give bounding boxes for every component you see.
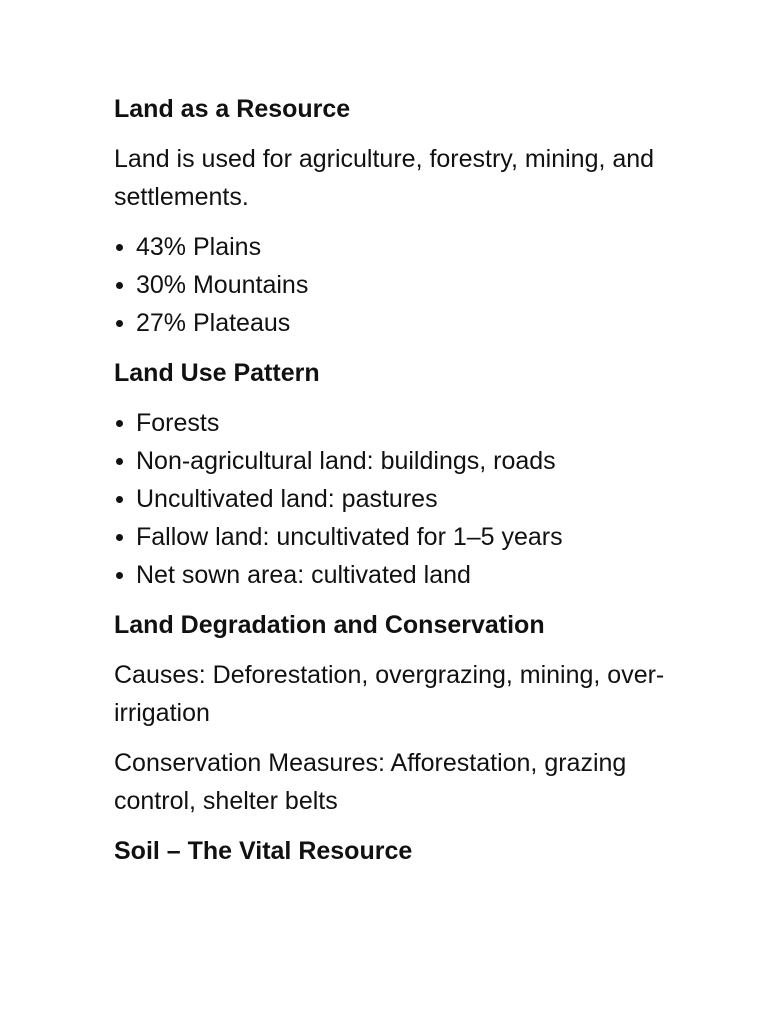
list-item: 43% Plains xyxy=(114,228,694,266)
list-item: Non-agricultural land: buildings, roads xyxy=(114,442,694,480)
document-page xyxy=(114,90,694,870)
section-paragraph-causes: Causes: Deforestation, overgrazing, mining, over-irrigation xyxy=(114,661,665,727)
section-paragraph-conservation-measures: Conservation Measures: Afforestation, grazing control, shelter belts xyxy=(114,749,627,815)
section-heading-soil: Soil – The Vital Resource xyxy=(114,837,413,865)
list-item: 27% Plateaus xyxy=(114,304,694,342)
section-heading-land-as-resource: Land as a Resource xyxy=(114,95,351,123)
list-item: Forests xyxy=(114,404,694,442)
list-item: 30% Mountains xyxy=(114,266,694,304)
section-heading-land-degradation: Land Degradation and Conservation xyxy=(114,611,545,639)
section-paragraph-land-uses: Land is used for agriculture, forestry, mining, and settlements. xyxy=(114,145,655,211)
land-relief-list xyxy=(114,228,694,342)
list-item: Fallow land: uncultivated for 1–5 years xyxy=(114,518,694,556)
section-heading-land-use-pattern: Land Use Pattern xyxy=(114,359,320,387)
land-use-list xyxy=(114,404,694,594)
list-item: Net sown area: cultivated land xyxy=(114,556,694,594)
list-item: Uncultivated land: pastures xyxy=(114,480,694,518)
